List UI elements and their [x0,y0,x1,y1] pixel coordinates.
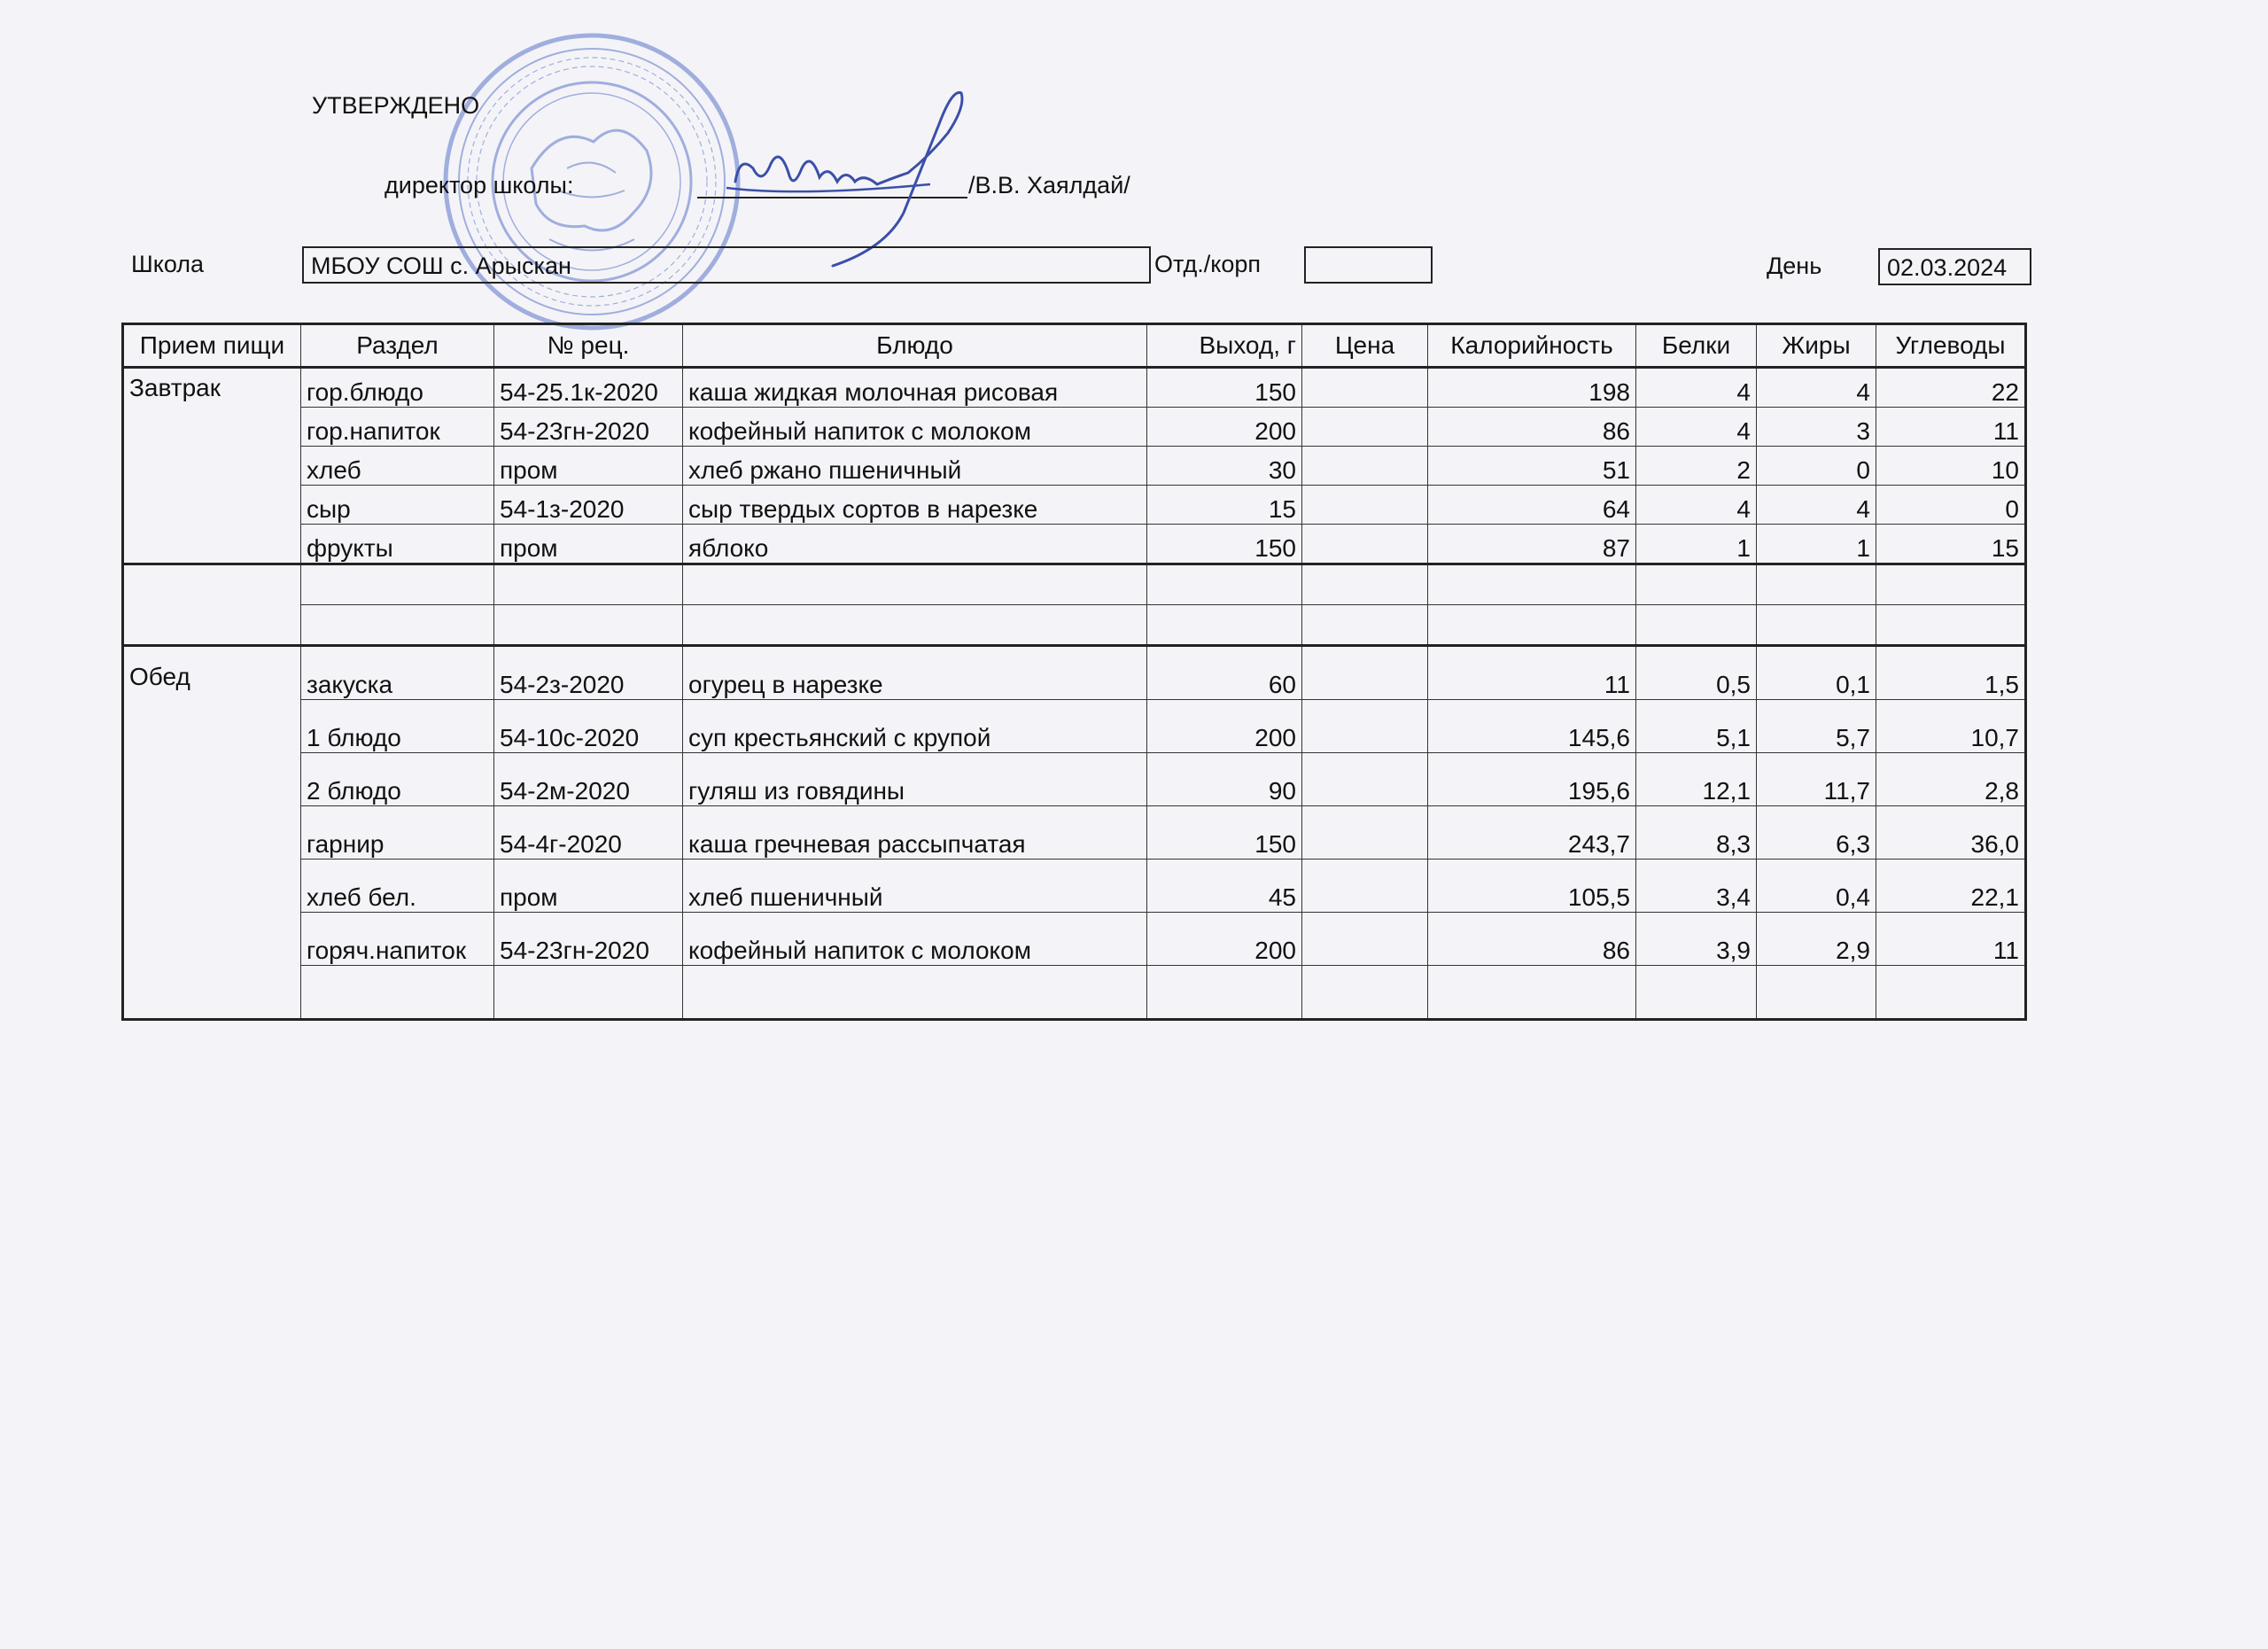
menu-table [121,323,2027,1021]
empty-row [123,605,2026,646]
empty-cell [1147,605,1302,646]
column-header: Углеводы [1876,324,2026,368]
price-cell [1302,368,1428,408]
kcal-cell: 87 [1428,525,1636,564]
kcal-cell: 64 [1428,486,1636,525]
carbs-cell: 2,8 [1876,753,2026,806]
price-cell [1302,860,1428,913]
protein-cell: 5,1 [1636,700,1757,753]
fat-cell: 0,1 [1757,646,1876,700]
empty-cell [1428,966,1636,1020]
column-header: Жиры [1757,324,1876,368]
signature-line [697,197,967,198]
director-name: /В.В. Хаялдай/ [968,172,1130,198]
price-cell [1302,486,1428,525]
table-row [123,700,2026,753]
empty-cell [301,966,494,1020]
empty-cell [1147,966,1302,1020]
kcal-cell: 198 [1428,368,1636,408]
price-cell [1302,646,1428,700]
carbs-cell: 10,7 [1876,700,2026,753]
recipe-cell: 54-23гн-2020 [494,913,683,966]
empty-cell [494,564,683,605]
protein-cell: 4 [1636,408,1757,447]
day-label: День [1767,253,1822,279]
section-cell: 1 блюдо [301,700,494,753]
price-cell [1302,806,1428,860]
table-row [123,806,2026,860]
yield-cell: 30 [1147,447,1302,486]
recipe-cell: пром [494,525,683,564]
carbs-cell: 0 [1876,486,2026,525]
table-row [123,486,2026,525]
column-header: Блюдо [683,324,1147,368]
protein-cell: 3,4 [1636,860,1757,913]
price-cell [1302,447,1428,486]
section-cell: горяч.напиток [301,913,494,966]
column-header: Выход, г [1147,324,1302,368]
dish-cell: каша гречневая рассыпчатая [683,806,1147,860]
section-cell: 2 блюдо [301,753,494,806]
protein-cell: 12,1 [1636,753,1757,806]
recipe-cell: 54-23гн-2020 [494,408,683,447]
carbs-cell: 11 [1876,913,2026,966]
kcal-cell: 195,6 [1428,753,1636,806]
section-cell: гор.напиток [301,408,494,447]
yield-cell: 60 [1147,646,1302,700]
empty-cell [1428,564,1636,605]
empty-cell [1636,966,1757,1020]
recipe-cell: пром [494,447,683,486]
table-row [123,646,2026,700]
kcal-cell: 105,5 [1428,860,1636,913]
kcal-cell: 11 [1428,646,1636,700]
carbs-cell: 22,1 [1876,860,2026,913]
fat-cell: 0,4 [1757,860,1876,913]
section-cell: сыр [301,486,494,525]
fat-cell: 4 [1757,368,1876,408]
column-header: Раздел [301,324,494,368]
fat-cell: 3 [1757,408,1876,447]
protein-cell: 1 [1636,525,1757,564]
approved-label: УТВЕРЖДЕНО [312,92,480,119]
carbs-cell: 22 [1876,368,2026,408]
section-cell: гарнир [301,806,494,860]
dish-cell: кофейный напиток с молоком [683,913,1147,966]
table-row [123,525,2026,564]
empty-cell [1302,966,1428,1020]
yield-cell: 45 [1147,860,1302,913]
table-row [123,447,2026,486]
yield-cell: 150 [1147,368,1302,408]
empty-cell [494,605,683,646]
empty-row [123,966,2026,1020]
section-cell: хлеб [301,447,494,486]
table-row [123,368,2026,408]
table-row [123,753,2026,806]
kcal-cell: 86 [1428,408,1636,447]
kcal-cell: 86 [1428,913,1636,966]
fat-cell: 0 [1757,447,1876,486]
recipe-cell: 54-4г-2020 [494,806,683,860]
recipe-cell: 54-1з-2020 [494,486,683,525]
empty-cell [301,564,494,605]
dept-field [1304,246,1433,284]
table-row [123,913,2026,966]
kcal-cell: 243,7 [1428,806,1636,860]
dish-cell: хлеб ржано пшеничный [683,447,1147,486]
recipe-cell: 54-2м-2020 [494,753,683,806]
fat-cell: 11,7 [1757,753,1876,806]
table-row [123,860,2026,913]
dish-cell: сыр твердых сортов в нарезке [683,486,1147,525]
section-cell: хлеб бел. [301,860,494,913]
yield-cell: 200 [1147,700,1302,753]
empty-cell [1302,605,1428,646]
empty-cell [1302,564,1428,605]
empty-cell [1757,564,1876,605]
protein-cell: 3,9 [1636,913,1757,966]
yield-cell: 150 [1147,806,1302,860]
recipe-cell: 54-10с-2020 [494,700,683,753]
carbs-cell: 15 [1876,525,2026,564]
dish-cell: кофейный напиток с молоком [683,408,1147,447]
yield-cell: 150 [1147,525,1302,564]
table-header [123,324,2026,368]
empty-cell [683,966,1147,1020]
meal-lunch: Обед [123,646,301,1020]
empty-cell [1428,605,1636,646]
yield-cell: 90 [1147,753,1302,806]
yield-cell: 200 [1147,913,1302,966]
carbs-cell: 1,5 [1876,646,2026,700]
protein-cell: 8,3 [1636,806,1757,860]
table-row [123,408,2026,447]
empty-cell [1876,966,2026,1020]
dish-cell: хлеб пшеничный [683,860,1147,913]
school-field: МБОУ СОШ с. Арыскан [302,246,1151,284]
empty-cell [1147,564,1302,605]
empty-cell [1757,966,1876,1020]
recipe-cell: пром [494,860,683,913]
recipe-cell: 54-25.1к-2020 [494,368,683,408]
fat-cell: 5,7 [1757,700,1876,753]
protein-cell: 0,5 [1636,646,1757,700]
dish-cell: огурец в нарезке [683,646,1147,700]
empty-row [123,564,2026,605]
price-cell [1302,913,1428,966]
section-cell: гор.блюдо [301,368,494,408]
dish-cell: каша жидкая молочная рисовая [683,368,1147,408]
empty-cell [123,564,301,646]
carbs-cell: 10 [1876,447,2026,486]
empty-cell [494,966,683,1020]
dish-cell: гуляш из говядины [683,753,1147,806]
empty-cell [1876,564,2026,605]
dish-cell: суп крестьянский с крупой [683,700,1147,753]
price-cell [1302,525,1428,564]
dept-label: Отд./корп [1154,251,1261,277]
kcal-cell: 145,6 [1428,700,1636,753]
column-header: Калорийность [1428,324,1636,368]
section-cell: фрукты [301,525,494,564]
meal-breakfast: Завтрак [123,368,301,564]
yield-cell: 200 [1147,408,1302,447]
price-cell [1302,700,1428,753]
empty-cell [1636,605,1757,646]
fat-cell: 6,3 [1757,806,1876,860]
dish-cell: яблоко [683,525,1147,564]
school-label: Школа [131,251,205,277]
protein-cell: 4 [1636,486,1757,525]
column-header: Прием пищи [123,324,301,368]
empty-cell [1636,564,1757,605]
fat-cell: 4 [1757,486,1876,525]
column-header: Белки [1636,324,1757,368]
empty-cell [683,605,1147,646]
section-cell: закуска [301,646,494,700]
column-header: № рец. [494,324,683,368]
empty-cell [683,564,1147,605]
column-header: Цена [1302,324,1428,368]
carbs-cell: 36,0 [1876,806,2026,860]
director-label: директор школы: [384,172,574,198]
empty-cell [1757,605,1876,646]
kcal-cell: 51 [1428,447,1636,486]
fat-cell: 1 [1757,525,1876,564]
day-field: 02.03.2024 [1878,248,2031,285]
carbs-cell: 11 [1876,408,2026,447]
empty-cell [1876,605,2026,646]
price-cell [1302,753,1428,806]
protein-cell: 4 [1636,368,1757,408]
price-cell [1302,408,1428,447]
fat-cell: 2,9 [1757,913,1876,966]
recipe-cell: 54-2з-2020 [494,646,683,700]
empty-cell [301,605,494,646]
protein-cell: 2 [1636,447,1757,486]
yield-cell: 15 [1147,486,1302,525]
